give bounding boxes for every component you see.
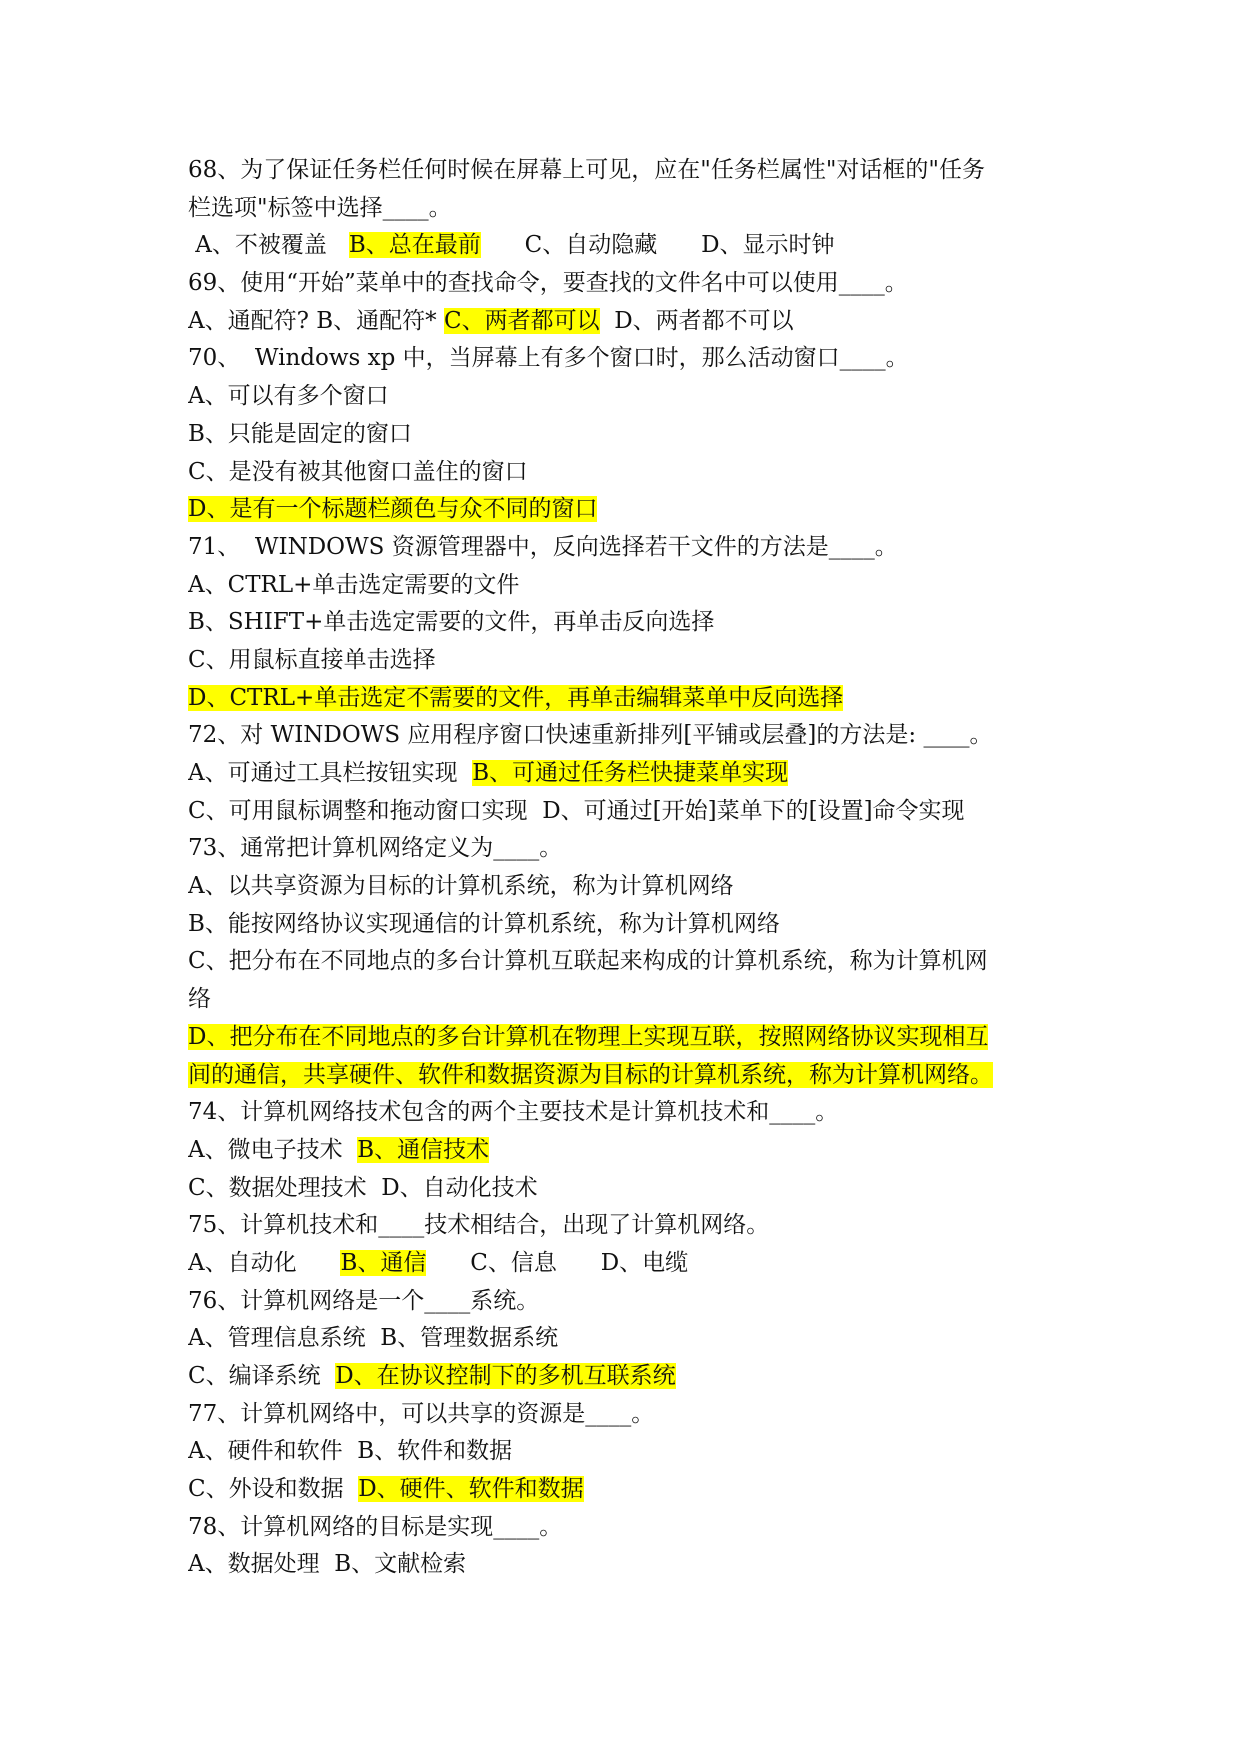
line-text: C、是没有被其他窗口盖住的窗口	[188, 458, 528, 485]
highlighted-answer: 间的通信，共享硬件、软件和数据资源为目标的计算机系统，称为计算机网络。	[188, 1061, 993, 1088]
text-line	[188, 642, 1058, 680]
line-text: C、可用鼠标调整和拖动窗口实现 D、可通过[开始]菜单下的[设置]命令实现	[188, 797, 965, 824]
line-text: C、外设和数据	[188, 1476, 359, 1503]
text-line	[188, 567, 1058, 605]
line-text: 络	[188, 986, 211, 1013]
line-text: C、把分布在不同地点的多台计算机互联起来构成的计算机系统，称为计算机网	[188, 948, 988, 975]
text-line	[188, 416, 1058, 454]
text-line	[188, 1094, 1058, 1132]
highlighted-answer: B、总在最前	[348, 232, 481, 259]
text-line	[188, 868, 1058, 906]
line-text: A、自动化	[188, 1249, 341, 1276]
line-text: A、CTRL+单击选定需要的文件	[188, 571, 520, 598]
line-text: A、微电子技术	[188, 1136, 358, 1163]
line-text: D、两者都不可以	[599, 307, 794, 334]
highlighted-answer: D、是有一个标题栏颜色与众不同的窗口	[188, 496, 598, 523]
text-line	[188, 1546, 1058, 1584]
text-line	[188, 491, 1058, 529]
text-line	[188, 755, 1058, 793]
line-text: C、信息 D、电缆	[426, 1249, 689, 1276]
text-line	[188, 227, 1058, 265]
text-line	[188, 529, 1058, 567]
text-line	[188, 190, 1058, 228]
line-text: B、SHIFT+单击选定需要的文件，再单击反向选择	[188, 609, 715, 636]
text-line	[188, 1320, 1058, 1358]
line-text: C、自动隐藏 D、显示时钟	[480, 232, 835, 259]
text-line	[188, 1245, 1058, 1283]
text-line	[188, 340, 1058, 378]
text-line	[188, 1433, 1058, 1471]
text-line	[188, 378, 1058, 416]
line-text: 栏选项"标签中选择____。	[188, 194, 452, 221]
text-line	[188, 1396, 1058, 1434]
line-text: A、管理信息系统 B、管理数据系统	[188, 1325, 559, 1352]
line-text: 69、使用“开始”菜单中的查找命令，要查找的文件名中可以使用____。	[188, 270, 908, 297]
text-line	[188, 906, 1058, 944]
text-line	[188, 680, 1058, 718]
line-text: A、可以有多个窗口	[188, 383, 389, 410]
text-line	[188, 1283, 1058, 1321]
line-text: 72、对 WINDOWS 应用程序窗口快速重新排列[平铺或层叠]的方法是: ____。	[188, 722, 993, 749]
text-line	[188, 303, 1058, 341]
text-line	[188, 1509, 1058, 1547]
line-text: A、可通过工具栏按钮实现	[188, 760, 473, 786]
text-line	[188, 265, 1058, 303]
text-line	[188, 943, 1058, 981]
text-line	[188, 1132, 1058, 1170]
line-text: A、以共享资源为目标的计算机系统，称为计算机网络	[188, 873, 734, 900]
line-text: 73、通常把计算机网络定义为____。	[188, 835, 563, 862]
line-text: A、不被覆盖	[188, 232, 349, 259]
document-page	[188, 152, 1058, 1584]
highlighted-answer: D、硬件、软件和数据	[358, 1476, 584, 1503]
text-line	[188, 604, 1058, 642]
line-text: A、通配符? B、通配符*	[188, 307, 444, 334]
line-text: 70、 Windows xp 中，当屏幕上有多个窗口时，那么活动窗口____。	[188, 345, 909, 372]
highlighted-answer: B、通信技术	[357, 1136, 490, 1163]
text-line	[188, 981, 1058, 1019]
highlighted-answer: B、通信	[340, 1249, 427, 1276]
text-line	[188, 1019, 1058, 1057]
line-text: C、数据处理技术 D、自动化技术	[188, 1174, 538, 1201]
line-text: A、数据处理 B、文献检索	[188, 1551, 467, 1578]
line-text: 76、计算机网络是一个____系统。	[188, 1287, 540, 1314]
line-text: 77、计算机网络中，可以共享的资源是____。	[188, 1400, 655, 1427]
highlighted-answer: D、把分布在不同地点的多台计算机在物理上实现互联，按照网络协议实现相互	[188, 1023, 989, 1050]
line-text: B、只能是固定的窗口	[188, 420, 412, 447]
line-text: 71、 WINDOWS 资源管理器中，反向选择若干文件的方法是____。	[188, 533, 898, 560]
line-text: 74、计算机网络技术包含的两个主要技术是计算机技术和____。	[188, 1099, 839, 1126]
text-line	[188, 152, 1058, 190]
highlighted-answer: D、CTRL+单击选定不需要的文件，再单击编辑菜单中反向选择	[188, 684, 844, 711]
text-line	[188, 1471, 1058, 1509]
text-line	[188, 793, 1058, 831]
text-line	[188, 1207, 1058, 1245]
text-line	[188, 1057, 1058, 1095]
line-text: A、硬件和软件 B、软件和数据	[188, 1438, 513, 1465]
text-line	[188, 1170, 1058, 1208]
highlighted-answer: B、可通过任务栏快捷菜单实现	[472, 760, 789, 786]
text-line	[188, 717, 1058, 755]
line-text: B、能按网络协议实现通信的计算机系统，称为计算机网络	[188, 910, 780, 937]
line-text: 75、计算机技术和____技术相结合，出现了计算机网络。	[188, 1212, 770, 1239]
line-text: 78、计算机网络的目标是实现____。	[188, 1513, 563, 1540]
line-text: C、用鼠标直接单击选择	[188, 646, 436, 673]
highlighted-answer: C、两者都可以	[443, 307, 600, 334]
line-text: C、编译系统	[188, 1363, 336, 1389]
text-line	[188, 1358, 1058, 1396]
text-line	[188, 830, 1058, 868]
line-text: 68、为了保证任务栏任何时候在屏幕上可见，应在"任务栏属性"对话框的"任务	[188, 157, 986, 183]
highlighted-answer: D、在协议控制下的多机互联系统	[335, 1363, 676, 1389]
text-line	[188, 454, 1058, 492]
